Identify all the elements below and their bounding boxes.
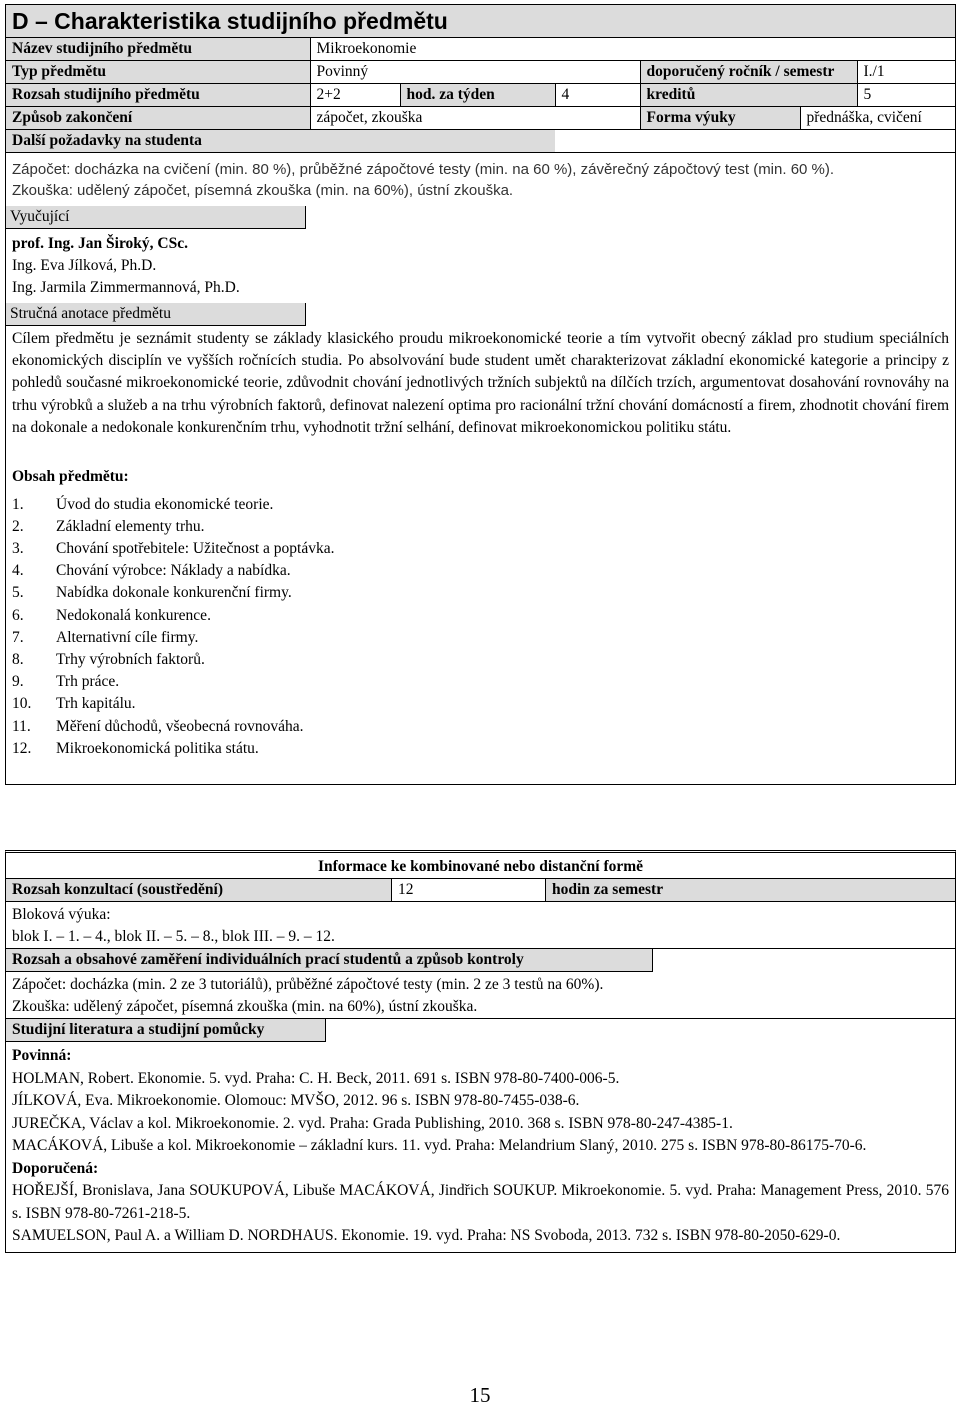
- course-scope-value: 2+2: [310, 84, 400, 107]
- list-item-text: Trh práce.: [56, 673, 120, 691]
- block-value: blok I. – 1. – 4., blok II. – 5. – 8., blok III. – 9. – 12.: [12, 928, 335, 945]
- list-item-number: 10.: [12, 695, 32, 713]
- teacher-2: Ing. Eva Jílková, Ph.D.: [12, 256, 157, 274]
- list-item-text: Úvod do studia ekonomické teorie.: [56, 495, 274, 513]
- literature-item: JUREČKA, Václav a kol. Mikroekonomie. 2. vyd. Praha: Grada Publishing, 2010. 368 s. ISBN 978-80-247-4385-1.: [12, 1114, 733, 1132]
- list-item: [12, 560, 949, 582]
- list-item-text: Chování výrobce: Náklady a nabídka.: [56, 562, 291, 580]
- list-item-text: Alternativní cíle firmy.: [56, 628, 199, 646]
- literature-section: [6, 1019, 955, 1252]
- list-item-number: 12.: [12, 739, 32, 757]
- teacher-3: Ing. Jarmila Zimmermannová, Ph.D.: [12, 278, 240, 296]
- list-item: [12, 716, 949, 738]
- course-scope-row: [6, 84, 955, 107]
- list-item-text: Nedokonalá konkurence.: [56, 606, 211, 624]
- content-list: [12, 494, 949, 760]
- requirements-credit: Zápočet: docházka na cvičení (min. 80 %), průběžné zápočtové testy (min. na 60 %), závěrečný zápočtový test (min. 60 %).: [12, 161, 835, 178]
- list-item-text: Mikroekonomická politika státu.: [56, 739, 259, 757]
- course-characteristics-form: [5, 4, 956, 785]
- course-type-label: Typ předmětu: [6, 61, 310, 84]
- teachers-section: [6, 206, 955, 303]
- course-type-value: Povinný: [310, 61, 640, 84]
- list-item: [12, 627, 949, 649]
- list-item: [12, 649, 949, 671]
- course-name-row: [6, 38, 955, 61]
- list-item-number: 3.: [12, 540, 24, 558]
- list-item: [12, 582, 949, 604]
- list-item-number: 7.: [12, 628, 24, 646]
- list-item: [12, 538, 949, 560]
- list-item-text: Měření důchodů, všeobecná rovnováha.: [56, 717, 304, 735]
- individual-work-credit: Zápočet: docházka (min. 2 ze 3 tutoriálů), průběžné zápočtové testy (min. 2 ze 3 testů na 60%).: [12, 976, 604, 993]
- teacher-1: prof. Ing. Jan Široký, CSc.: [12, 234, 188, 252]
- list-item: [12, 516, 949, 538]
- requirements-spacer: [555, 130, 955, 153]
- annotation-text: Cílem předmětu je seznámit studenty se základy klasického proudu mikroekonomické teorie a tím vytvořit obecný základ pro studium speciálních ekonomických disciplín ve vyšších ročnících studia. Po absolvování bude student umět charakterizovat základní ekonomické kategorie a principy z pohledů současné mikroekonomické teorie, zdůvodnit chování jednotlivých tržních subjektů na dílčích trzích, argumentovat dosahování rovnováhy na trhu výrobků a služeb a na trhu výrobních faktorů, definovat nalezení optima pro racionální tržní chování domácností a firem, zhodnotit chování firem na dokonale a nedokonale konkurenčním trhu, vyhodnotit tržní selhání, definovat mikroekonomickou politiku státu.: [12, 329, 949, 437]
- form-title: D – Charakteristika studijního předmětu: [6, 5, 955, 38]
- content-section: [6, 444, 955, 784]
- list-item-number: 1.: [12, 495, 24, 513]
- credits-value: 5: [857, 84, 955, 107]
- literature-label: Studijní literatura a studijní pomůcky: [6, 1019, 326, 1042]
- list-item: [12, 494, 949, 516]
- list-item-text: Trhy výrobních faktorů.: [56, 651, 205, 669]
- combined-heading: Informace ke kombinované nebo distanční formě: [317, 858, 644, 875]
- course-scope-label: Rozsah studijního předmětu: [6, 84, 310, 107]
- credits-label: kreditů: [640, 84, 857, 107]
- requirements-exam: Zkouška: udělený zápočet, písemná zkouška (min. na 60%), ústní zkouška.: [12, 182, 514, 200]
- requirements-label: Další požadavky na studenta: [6, 130, 555, 153]
- consultation-unit: hodin za semestr: [546, 879, 955, 901]
- requirements-section: [6, 153, 955, 206]
- list-item-number: 5.: [12, 584, 24, 602]
- list-item: [12, 693, 949, 715]
- year-semester-value: I./1: [857, 61, 955, 84]
- consultation-value: 12: [391, 879, 546, 901]
- hours-per-week-value: 4: [555, 84, 640, 107]
- list-item-text: Trh kapitálu.: [56, 695, 136, 713]
- year-semester-label: doporučený ročník / semestr: [640, 61, 857, 84]
- list-item-number: 6.: [12, 606, 24, 624]
- course-name-value: Mikroekonomie: [310, 38, 955, 61]
- course-type-row: [6, 61, 955, 84]
- literature-item: HOLMAN, Robert. Ekonomie. 5. vyd. Praha: C. H. Beck, 2011. 691 s. ISBN 978-80-7400-006-5.: [12, 1069, 620, 1087]
- list-item-number: 4.: [12, 562, 24, 580]
- hours-per-week-label: hod. za týden: [400, 84, 555, 107]
- required-literature-label: Povinná:: [12, 1047, 72, 1064]
- individual-work-exam: Zkouška: udělený zápočet, písemná zkouška (min. na 60%), ústní zkouška.: [12, 998, 478, 1015]
- list-item: [12, 605, 949, 627]
- completion-label: Způsob zakončení: [6, 107, 310, 130]
- annotation-label: Stručná anotace předmětu: [6, 303, 306, 326]
- list-item-number: 11.: [12, 717, 31, 735]
- list-item-number: 2.: [12, 517, 24, 535]
- literature-item: MACÁKOVÁ, Libuše a kol. Mikroekonomie – základní kurs. 11. vyd. Praha: Melandrium Slaný, 2010. 275 s. ISBN 978-80-86175-70-6.: [12, 1137, 867, 1154]
- list-item-text: Základní elementy trhu.: [56, 517, 205, 535]
- block-teaching: [6, 902, 955, 948]
- consultation-label: Rozsah konzultací (soustředění): [6, 879, 391, 901]
- list-item-text: Chování spotřebitele: Užitečnost a poptávka.: [56, 540, 335, 558]
- teaching-form-value: přednáška, cvičení: [800, 107, 955, 130]
- completion-value: zápočet, zkouška: [310, 107, 640, 130]
- individual-work-label: Rozsah a obsahové zaměření individuálních prací studentů a způsob kontroly: [6, 949, 653, 972]
- individual-work-section: [6, 949, 955, 1018]
- completion-row: [6, 107, 955, 130]
- list-item-text: Nabídka dokonale konkurenční firmy.: [56, 584, 292, 602]
- list-item: [12, 738, 949, 760]
- block-label: Bloková výuka:: [12, 906, 111, 923]
- list-item-number: 9.: [12, 673, 24, 691]
- literature-item: JÍLKOVÁ, Eva. Mikroekonomie. Olomouc: MVŠO, 2012. 96 s. ISBN 978-80-7455-038-6.: [12, 1092, 580, 1109]
- annotation-section: [6, 303, 955, 444]
- content-label: Obsah předmětu:: [12, 467, 129, 485]
- course-name-label: Název studijního předmětu: [6, 38, 310, 61]
- list-item: [12, 671, 949, 693]
- combined-form-section: [5, 850, 956, 1253]
- requirements-row: [6, 130, 955, 153]
- consultation-row: [6, 878, 955, 902]
- teaching-form-label: Forma výuky: [640, 107, 800, 130]
- teachers-label: Vyučující: [6, 206, 306, 229]
- list-item-number: 8.: [12, 651, 24, 669]
- page-number: 15: [469, 1383, 491, 1407]
- course-info-table: [6, 38, 955, 153]
- literature-item: HOŘEJŠÍ, Bronislava, Jana SOUKUPOVÁ, Libuše MACÁKOVÁ, Jindřich SOUKUP. Mikroekonomie. 5. vyd. Praha: Management Press, 2010. 576 s. ISBN 978-80-7261-218-5.: [12, 1182, 949, 1222]
- literature-item: SAMUELSON, Paul A. a William D. NORDHAUS. Ekonomie. 19. vyd. Praha: NS Svoboda, 2013. 732 s. ISBN 978-80-2050-629-0.: [12, 1227, 841, 1244]
- recommended-literature-label: Doporučená:: [12, 1159, 99, 1177]
